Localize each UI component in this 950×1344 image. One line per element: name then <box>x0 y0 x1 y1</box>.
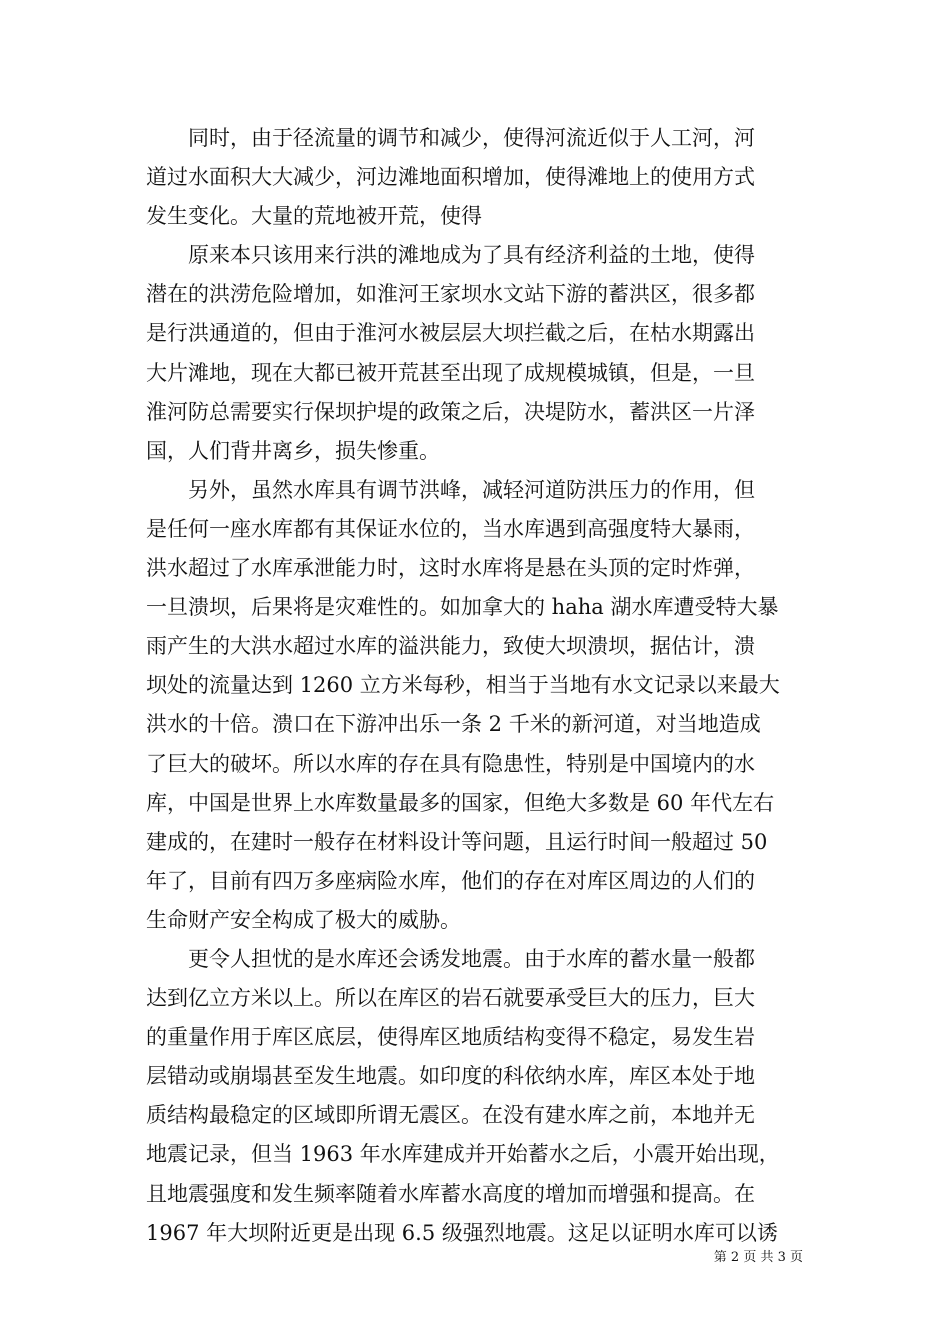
text-line: 洪水超过了水库承泄能力时，这时水库将是悬在头顶的定时炸弹， <box>146 556 755 581</box>
text-line: 且地震强度和发生频率随着水库蓄水高度的增加而增强和提高。在 <box>146 1181 755 1206</box>
text-line: 道过水面积大大减少，河边滩地面积增加，使得滩地上的使用方式 <box>146 165 755 190</box>
text-line: 是行洪通道的，但由于淮河水被层层大坝拦截之后，在枯水期露出 <box>146 321 755 346</box>
text-line: 质结构最稳定的区域即所谓无震区。在没有建水库之前，本地并无 <box>146 1103 755 1128</box>
text-line: 发生变化。大量的荒地被开荒，使得 <box>146 204 482 229</box>
page-number: 第 2 页 共 3 页 <box>713 1250 803 1265</box>
text-line: 淮河防总需要实行保坝护堤的政策之后，决堤防水，蓄洪区一片泽 <box>146 399 755 424</box>
text-line: 建成的，在建时一般存在材料设计等问题，且运行时间一般超过 50 <box>146 829 768 854</box>
text-line: 原来本只该用来行洪的滩地成为了具有经济利益的土地，使得 <box>188 243 755 268</box>
text-line: 雨产生的大洪水超过水库的溢洪能力，致使大坝溃坝，据估计，溃 <box>146 634 755 659</box>
text-line: 坝处的流量达到 1260 立方米每秒，相当于当地有水文记录以来最大 <box>146 673 780 698</box>
text-line: 了巨大的破坏。所以水库的存在具有隐患性，特别是中国境内的水 <box>146 751 755 776</box>
text-line: 是任何一座水库都有其保证水位的，当水库遇到高强度特大暴雨， <box>146 516 755 541</box>
text-line: 另外，虽然水库具有调节洪峰，减轻河道防洪压力的作用，但 <box>188 477 755 502</box>
text-line: 同时，由于径流量的调节和减少，使得河流近似于人工河，河 <box>188 126 755 150</box>
body-text <box>146 119 806 1253</box>
text-line: 年了，目前有四万多座病险水库，他们的存在对库区周边的人们的 <box>146 868 755 893</box>
text-line: 达到亿立方米以上。所以在库区的岩石就要承受巨大的压力，巨大 <box>146 986 755 1011</box>
text-line: 洪水的十倍。溃口在下游冲出乐一条 2 千米的新河道，对当地造成 <box>146 712 761 737</box>
text-line: 更令人担忧的是水库还会诱发地震。由于水库的蓄水量一般都 <box>188 946 755 971</box>
text-line: 1967 年大坝附近更是出现 6.5 级强烈地震。这足以证明水库可以诱 <box>146 1220 778 1245</box>
text-line: 国，人们背井离乡，损失惨重。 <box>146 438 440 463</box>
text-line: 一旦溃坝，后果将是灾难性的。如加拿大的 haha 湖水库遭受特大暴 <box>146 595 779 620</box>
text-line: 层错动或崩塌甚至发生地震。如印度的科依纳水库，库区本处于地 <box>146 1064 755 1089</box>
text-line: 大片滩地，现在大都已被开荒甚至出现了成规模城镇，但是，一旦 <box>146 360 755 385</box>
text-line: 生命财产安全构成了极大的威胁。 <box>146 907 461 932</box>
text-line: 的重量作用于库区底层，使得库区地质结构变得不稳定，易发生岩 <box>146 1025 755 1050</box>
text-line: 地震记录，但当 1963 年水库建成并开始蓄水之后，小震开始出现， <box>146 1142 780 1167</box>
text-line: 库，中国是世界上水库数量最多的国家，但绝大多数是 60 年代左右 <box>146 790 775 815</box>
text-line: 潜在的洪涝危险增加，如淮河王家坝水文站下游的蓄洪区，很多都 <box>146 282 755 307</box>
